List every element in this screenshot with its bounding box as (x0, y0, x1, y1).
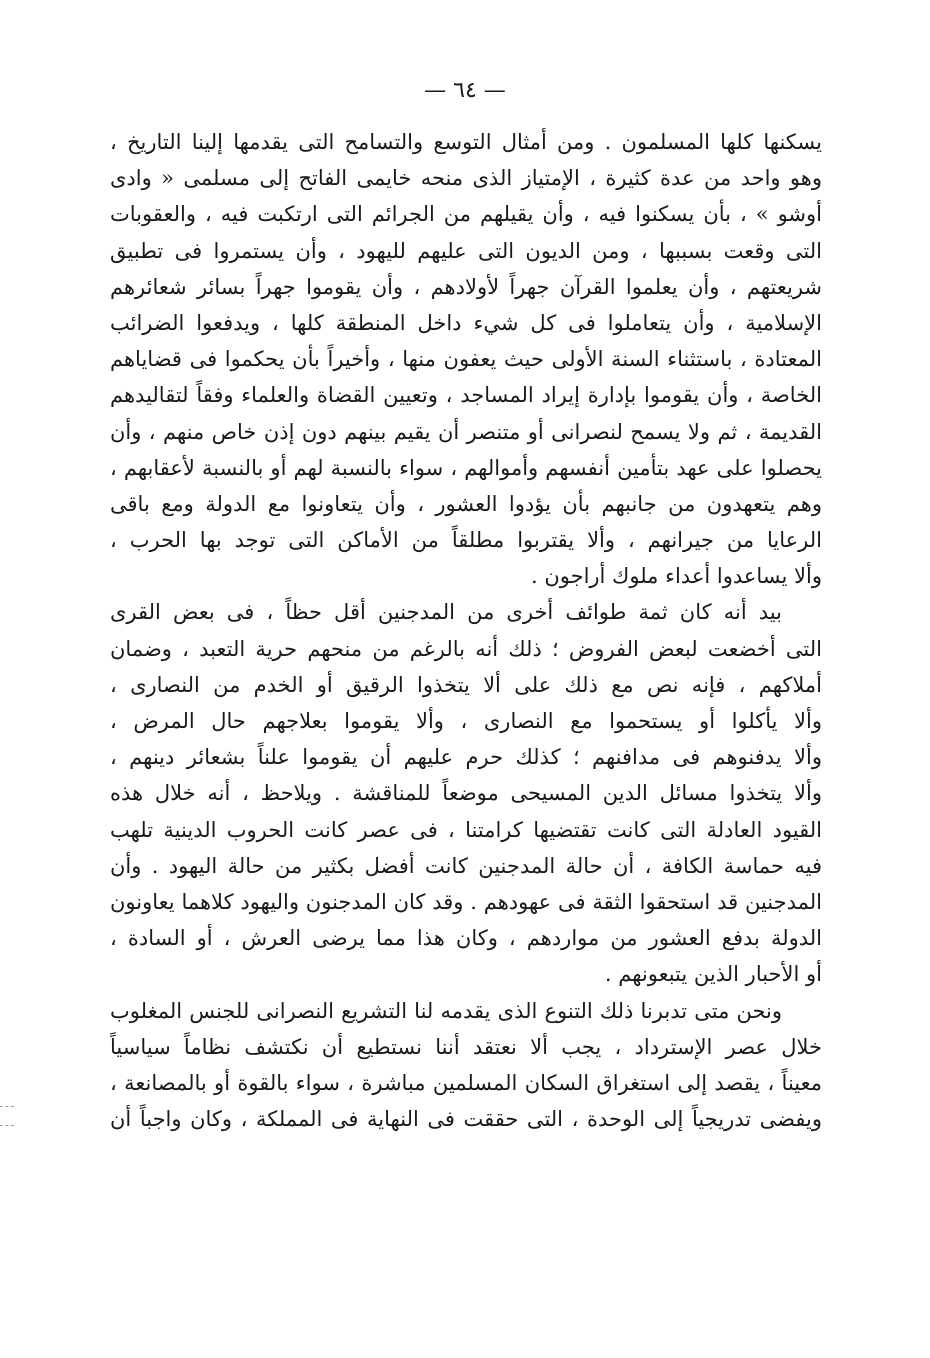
text-line: الدولة بدفع العشور من مواردهم ، وكان هذا مما يرضى العرش ، أو السادة ، (110, 926, 822, 951)
margin-mark (0, 1106, 14, 1126)
text-line: وألا يتخذوا مسائل الدين المسيحى موضعاً للمناقشة . ويلاحظ ، أنه خلال هذه (110, 781, 822, 806)
text-line: المعتادة ، باستثناء السنة الأولى حيث يعفون منها ، وأخيراً بأن يحكموا فى قضاياهم (110, 347, 822, 372)
text-line: وألا يأكلوا أو يستحموا مع النصارى ، وألا يقوموا بعلاجهم حال المرض ، (110, 709, 822, 733)
text-line: بيد أنه كان ثمة طوائف أخرى من المدجنين أقل حظاً ، فى بعض القرى (110, 600, 782, 625)
text-line: المدجنين قد استحقوا الثقة فى عهودهم . وقد كان المدجنون واليهود كلاهما يعاونون (110, 889, 822, 914)
paragraph (110, 594, 822, 992)
paragraph (110, 993, 822, 1138)
text-line: وهم يتعهدون من جانبهم بأن يؤدوا العشور ، وأن يتعاونوا مع الدولة ومع باقى (110, 491, 822, 516)
text-line: يحصلوا على عهد بتأمين أنفسهم وأموالهم ، سواء بالنسبة لهم أو بالنسبة لأعقابهم ، (110, 455, 822, 480)
text-line: التى وقعت بسببها ، ومن الديون التى عليهم لليهود ، وأن يستمروا فى تطبيق (110, 238, 822, 263)
text-line: وهو واحد من عدة كثيرة ، الإمتياز الذى منحه خايمى الفاتح إلى مسلمى « وادى (110, 166, 822, 191)
text-line: التى أخضعت لبعض الفروض ؛ ذلك أنه بالرغم من منحهم حرية التعبد ، وضمان (110, 636, 822, 661)
text-line: القديمة ، ثم ولا يسمح لنصرانى أو متنصر أن يقيم بينهم دون إذن خاص منهم ، وأن (110, 419, 822, 444)
text-line: خلال عصر الإسترداد ، يجب ألا نعتقد أننا نستطيع أن نكتشف نظاماً سياسياً (110, 1034, 822, 1059)
text-line: أو الأحبار الذين يتبعونهم . (604, 962, 822, 987)
text-line: وألا يساعدوا أعداء ملوك أراجون . (530, 564, 822, 589)
page-number: — ٦٤ — (424, 78, 506, 103)
body-text (110, 124, 822, 1137)
text-line: يسكنها كلها المسلمون . ومن أمثال التوسع والتسامح التى يقدمها إلينا التاريخ ، (110, 130, 822, 154)
text-line: شريعتهم ، وأن يعلموا القرآن جهراً لأولادهم ، وأن يقوموا جهراً بسائر شعائرهم (110, 274, 822, 299)
text-line: ويفضى تدريجياً إلى الوحدة ، التى حققت فى النهاية فى المملكة ، وكان واجباً أن (110, 1107, 822, 1132)
text-line: القيود العادلة التى كانت تقتضيها كرامتنا ، فى عصر كانت الحروب الدينية تلهب (110, 817, 822, 842)
text-line: الرعايا من جيرانهم ، وألا يقتربوا مطلقاً من الأماكن التى توجد بها الحرب ، (110, 528, 822, 553)
text-line: الإسلامية ، وأن يتعاملوا فى كل شيء داخل المنطقة كلها ، ويدفعوا الضرائب (110, 310, 822, 335)
text-line: فيه حماسة الكافة ، أن حالة المدجنين كانت أفضل بكثير من حالة اليهود . وأن (110, 853, 822, 878)
text-line: أوشو » ، بأن يسكنوا فيه ، وأن يقيلهم من الجرائم التى ارتكبت فيه ، والعقوبات (110, 202, 822, 227)
text-line: معيناً ، يقصد إلى استغراق السكان المسلمين مباشرة ، سواء بالقوة أو بالمصانعة ، (110, 1070, 822, 1095)
text-line: أملاكهم ، فإنه نص مع ذلك على ألا يتخذوا الرقيق أو الخدم من النصارى ، (110, 672, 822, 697)
text-line: ونحن متى تدبرنا ذلك التنوع الذى يقدمه لنا التشريع النصرانى للجنس المغلوب (110, 998, 782, 1023)
paragraph (110, 124, 822, 594)
text-line: الخاصة ، وأن يقوموا بإدارة إيراد المساجد ، وتعيين القضاة والعلماء وفقاً لتقاليدهم (110, 383, 822, 408)
text-line: وألا يدفنوهم فى مدافنهم ؛ كذلك حرم عليهم أن يقوموا علناً بشعائر دينهم ، (110, 745, 822, 770)
